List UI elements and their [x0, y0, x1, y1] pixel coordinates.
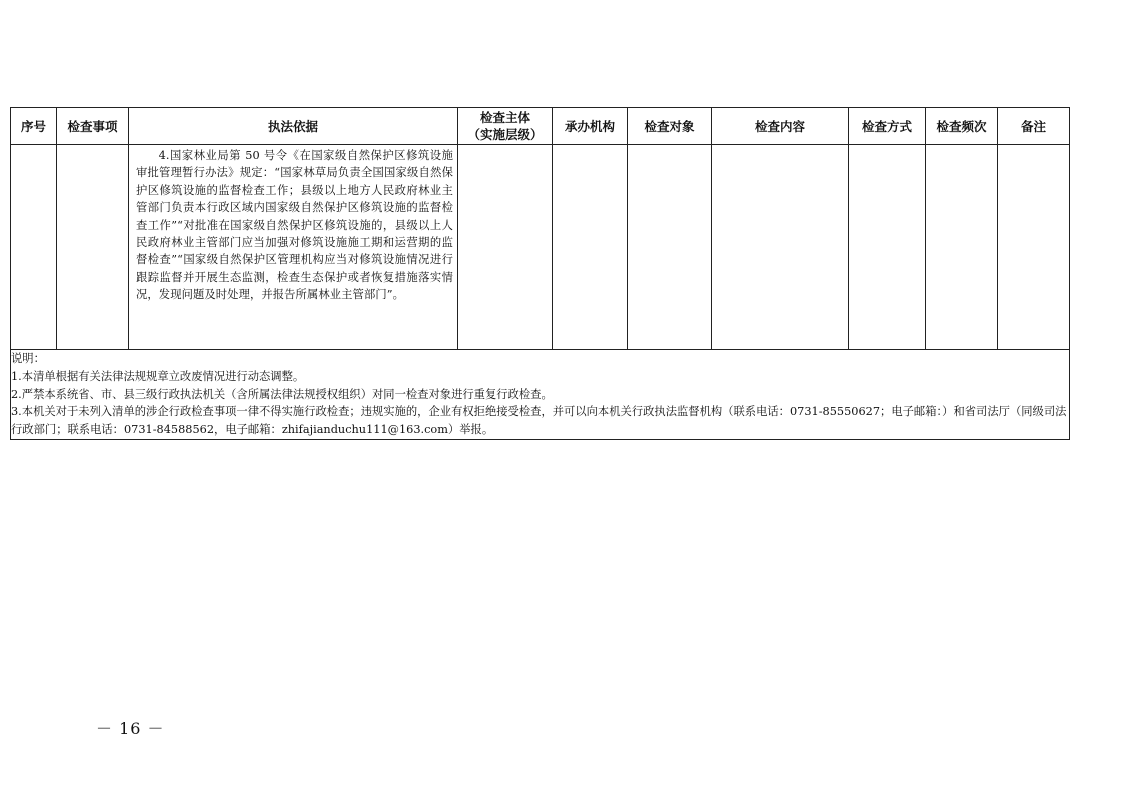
table-row — [11, 145, 1070, 350]
cell-subject — [458, 145, 553, 350]
header-object: 检查对象 — [628, 108, 712, 145]
header-item: 检查事项 — [57, 108, 129, 145]
cell-remarks — [998, 145, 1070, 350]
header-subject-line2: （实施层级） — [467, 127, 543, 142]
basis-text: 4.国家林业局第 50 号令《在国家级自然保护区修筑设施审批管理暂行办法》规定：“国家林草局负责全国国家级自然保护区修筑设施的监督检查工作；县级以上地方人民政府林业主管部门负责本行政区域内国家级自然保护区修筑设施的监督检查工作”“对批准在国家级自然保护区修筑设施的，县级以上人民政府林业主管部门应当加强对修筑设施施工期和运营期的监督检查”“国家级自然保护区管理机构应当对修筑设施情况进行跟踪监督并开展生态监测，检查生态保护或者恢复措施落实情况，发现问题及时处理，并报告所属林业主管部门”。 — [136, 149, 453, 302]
notes-line-1: 1.本清单根据有关法律法规规章立改废情况进行动态调整。 — [11, 369, 305, 383]
cell-method — [849, 145, 926, 350]
cell-content — [712, 145, 849, 350]
header-remarks: 备注 — [998, 108, 1070, 145]
cell-basis — [129, 145, 458, 350]
notes-line-2: 2.严禁本系统省、市、县三级行政执法机关（含所属法律法规授权组织）对同一检查对象进行重复行政检查。 — [11, 387, 553, 401]
notes-title: 说明： — [11, 352, 45, 365]
header-row — [11, 108, 1070, 145]
cell-seq — [11, 145, 57, 350]
header-seq: 序号 — [11, 108, 57, 145]
cell-frequency — [926, 145, 998, 350]
notes-line-3: 3.本机关对于未列入清单的涉企行政检查事项一律不得实施行政检查；违规实施的，企业有权拒绝接受检查，并可以向本机关行政执法监督机构（联系电话：0731-85550627；电子邮箱：）和省司法厅（同级司法行政部门；联系电话：0731-84588562，电子邮箱：zhifajianduchu111@163.com）举报。 — [11, 405, 1067, 437]
cell-agency — [553, 145, 628, 350]
header-content: 检查内容 — [712, 108, 849, 145]
notes-cell — [11, 350, 1070, 440]
notes-row — [11, 350, 1070, 440]
header-agency: 承办机构 — [553, 108, 628, 145]
cell-object — [628, 145, 712, 350]
page-number: － 16 － — [96, 719, 165, 738]
cell-item — [57, 145, 129, 350]
header-subject-line1: 检查主体 — [479, 110, 530, 125]
header-frequency: 检查频次 — [926, 108, 998, 145]
header-basis: 执法依据 — [129, 108, 458, 145]
header-method: 检查方式 — [849, 108, 926, 145]
inspection-table — [10, 107, 1070, 440]
header-subject — [458, 108, 553, 145]
